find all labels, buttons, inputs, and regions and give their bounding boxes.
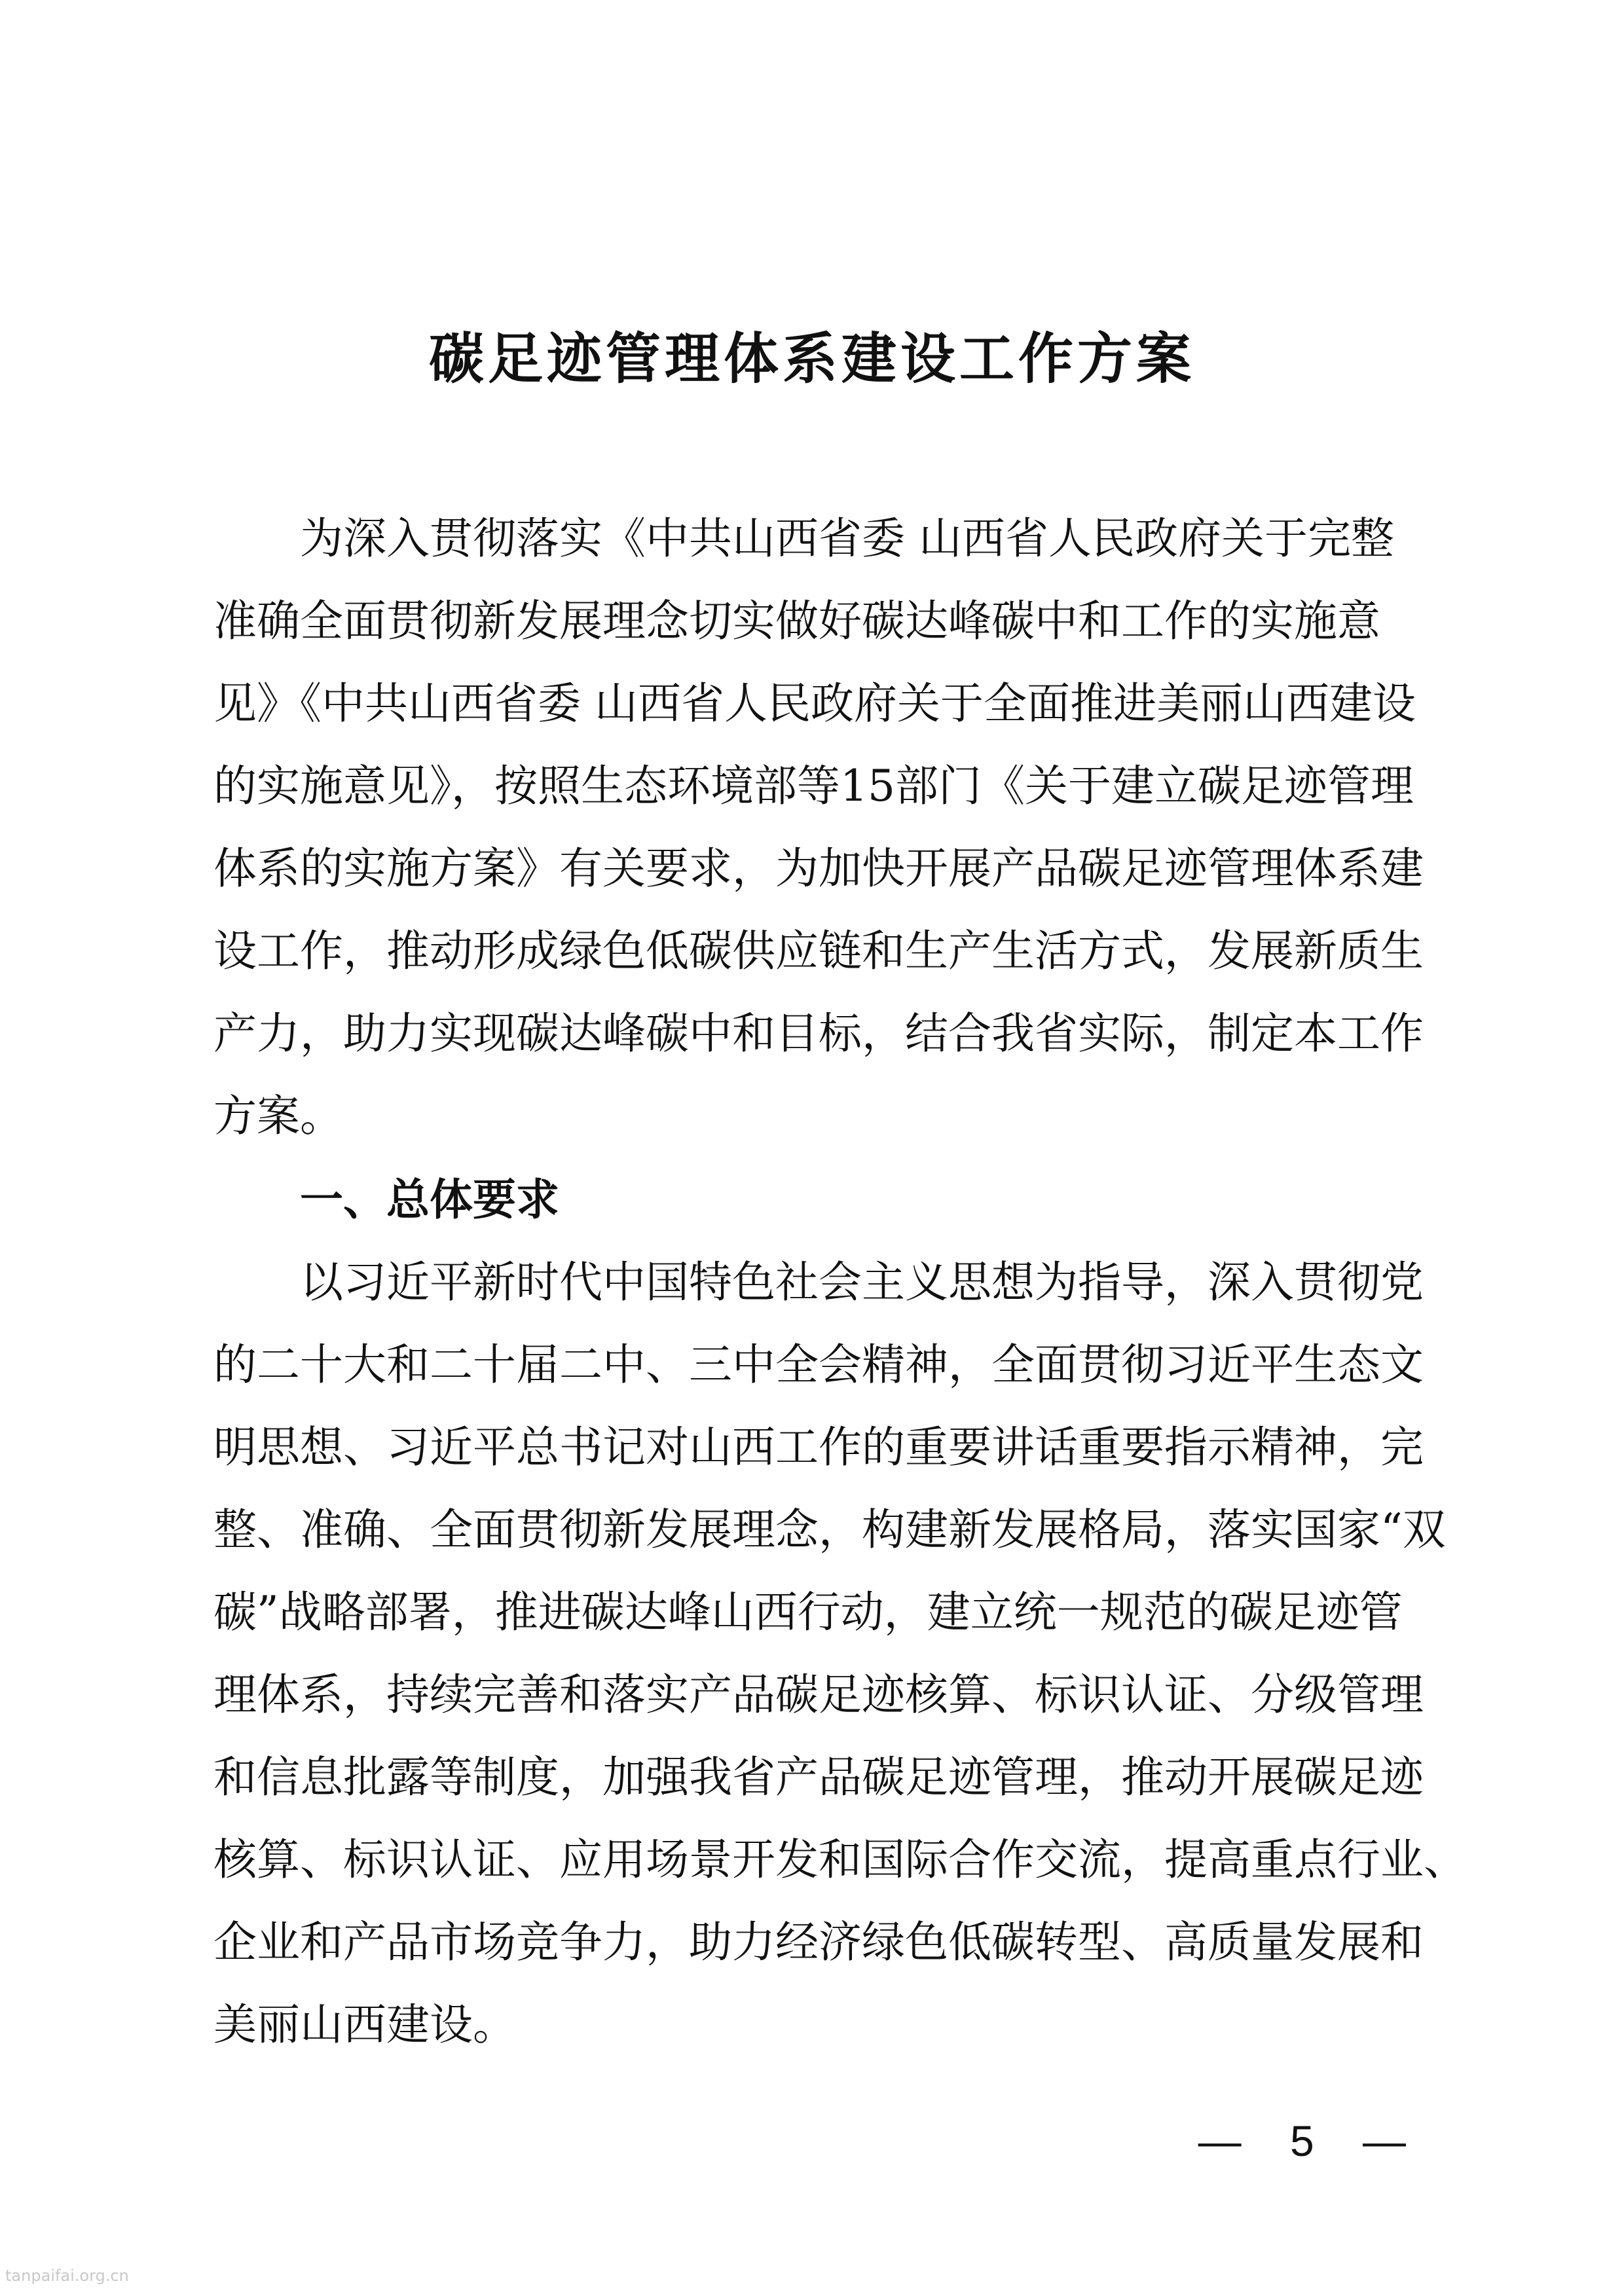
section-heading <box>213 1159 1424 1241</box>
paragraph-line: 理体系，持续完善和落实产品碳足迹核算、标识认证、分级管理 <box>213 1669 1424 1720</box>
paragraph-line: 核算、标识认证、应用场景开发和国际合作交流，提高重点行业、 <box>213 1834 1467 1885</box>
paragraph-line: 准确全面贯彻新发展理念切实做好碳达峰碳中和工作的实施意 <box>213 596 1380 646</box>
paragraph-line: 为深入贯彻落实《中共山西省委 山西省人民政府关于完整 <box>300 513 1394 564</box>
paragraph-line: 明思想、习近平总书记对山西工作的重要讲话重要指示精神，完 <box>213 1422 1424 1472</box>
page-number: — 5 — <box>1198 2117 1424 2165</box>
paragraph-line: 的二十大和二十届二中、三中全会精神，全面贯彻习近平生态文 <box>213 1339 1424 1390</box>
paragraph-line: 和信息批露等制度，加强我省产品碳足迹管理，推动开展碳足迹 <box>213 1752 1424 1802</box>
paragraph-line: 美丽山西建设。 <box>213 1999 516 2050</box>
document-title: 碳足迹管理体系建设工作方案 <box>428 326 1195 391</box>
paragraph-line: 产力，助力实现碳达峰碳中和目标，结合我省实际，制定本工作 <box>213 1008 1424 1059</box>
paragraph-line: 见》《中共山西省委 山西省人民政府关于全面推进美丽山西建设 <box>213 678 1416 729</box>
intro-paragraph <box>213 498 1424 1157</box>
section-paragraph <box>213 1241 1467 2066</box>
paragraph-line: 体系的实施方案》有关要求，为加快开展产品碳足迹管理体系建 <box>213 843 1424 894</box>
paragraph-line: 碳”战略部署，推进碳达峰山西行动，建立统一规范的碳足迹管 <box>213 1587 1403 1637</box>
paragraph-line: 方案。 <box>213 1091 343 1141</box>
paragraph-line: 整、准确、全面贯彻新发展理念，构建新发展格局，落实国家“双 <box>213 1504 1446 1555</box>
paragraph-line: 企业和产品市场竞争力，助力经济绿色低碳转型、高质量发展和 <box>213 1917 1424 1967</box>
watermark: tanpaifai.org.cn <box>5 2267 129 2285</box>
paragraph-line: 以习近平新时代中国特色社会主义思想为指导，深入贯彻党 <box>300 1257 1424 1307</box>
section-heading-text: 一、总体要求 <box>300 1175 559 1225</box>
paragraph-line: 的实施意见》，按照生态环境部等15部门《关于建立碳足迹管理 <box>213 761 1414 811</box>
paragraph-line: 设工作，推动形成绿色低碳供应链和生产生活方式，发展新质生 <box>213 926 1424 976</box>
